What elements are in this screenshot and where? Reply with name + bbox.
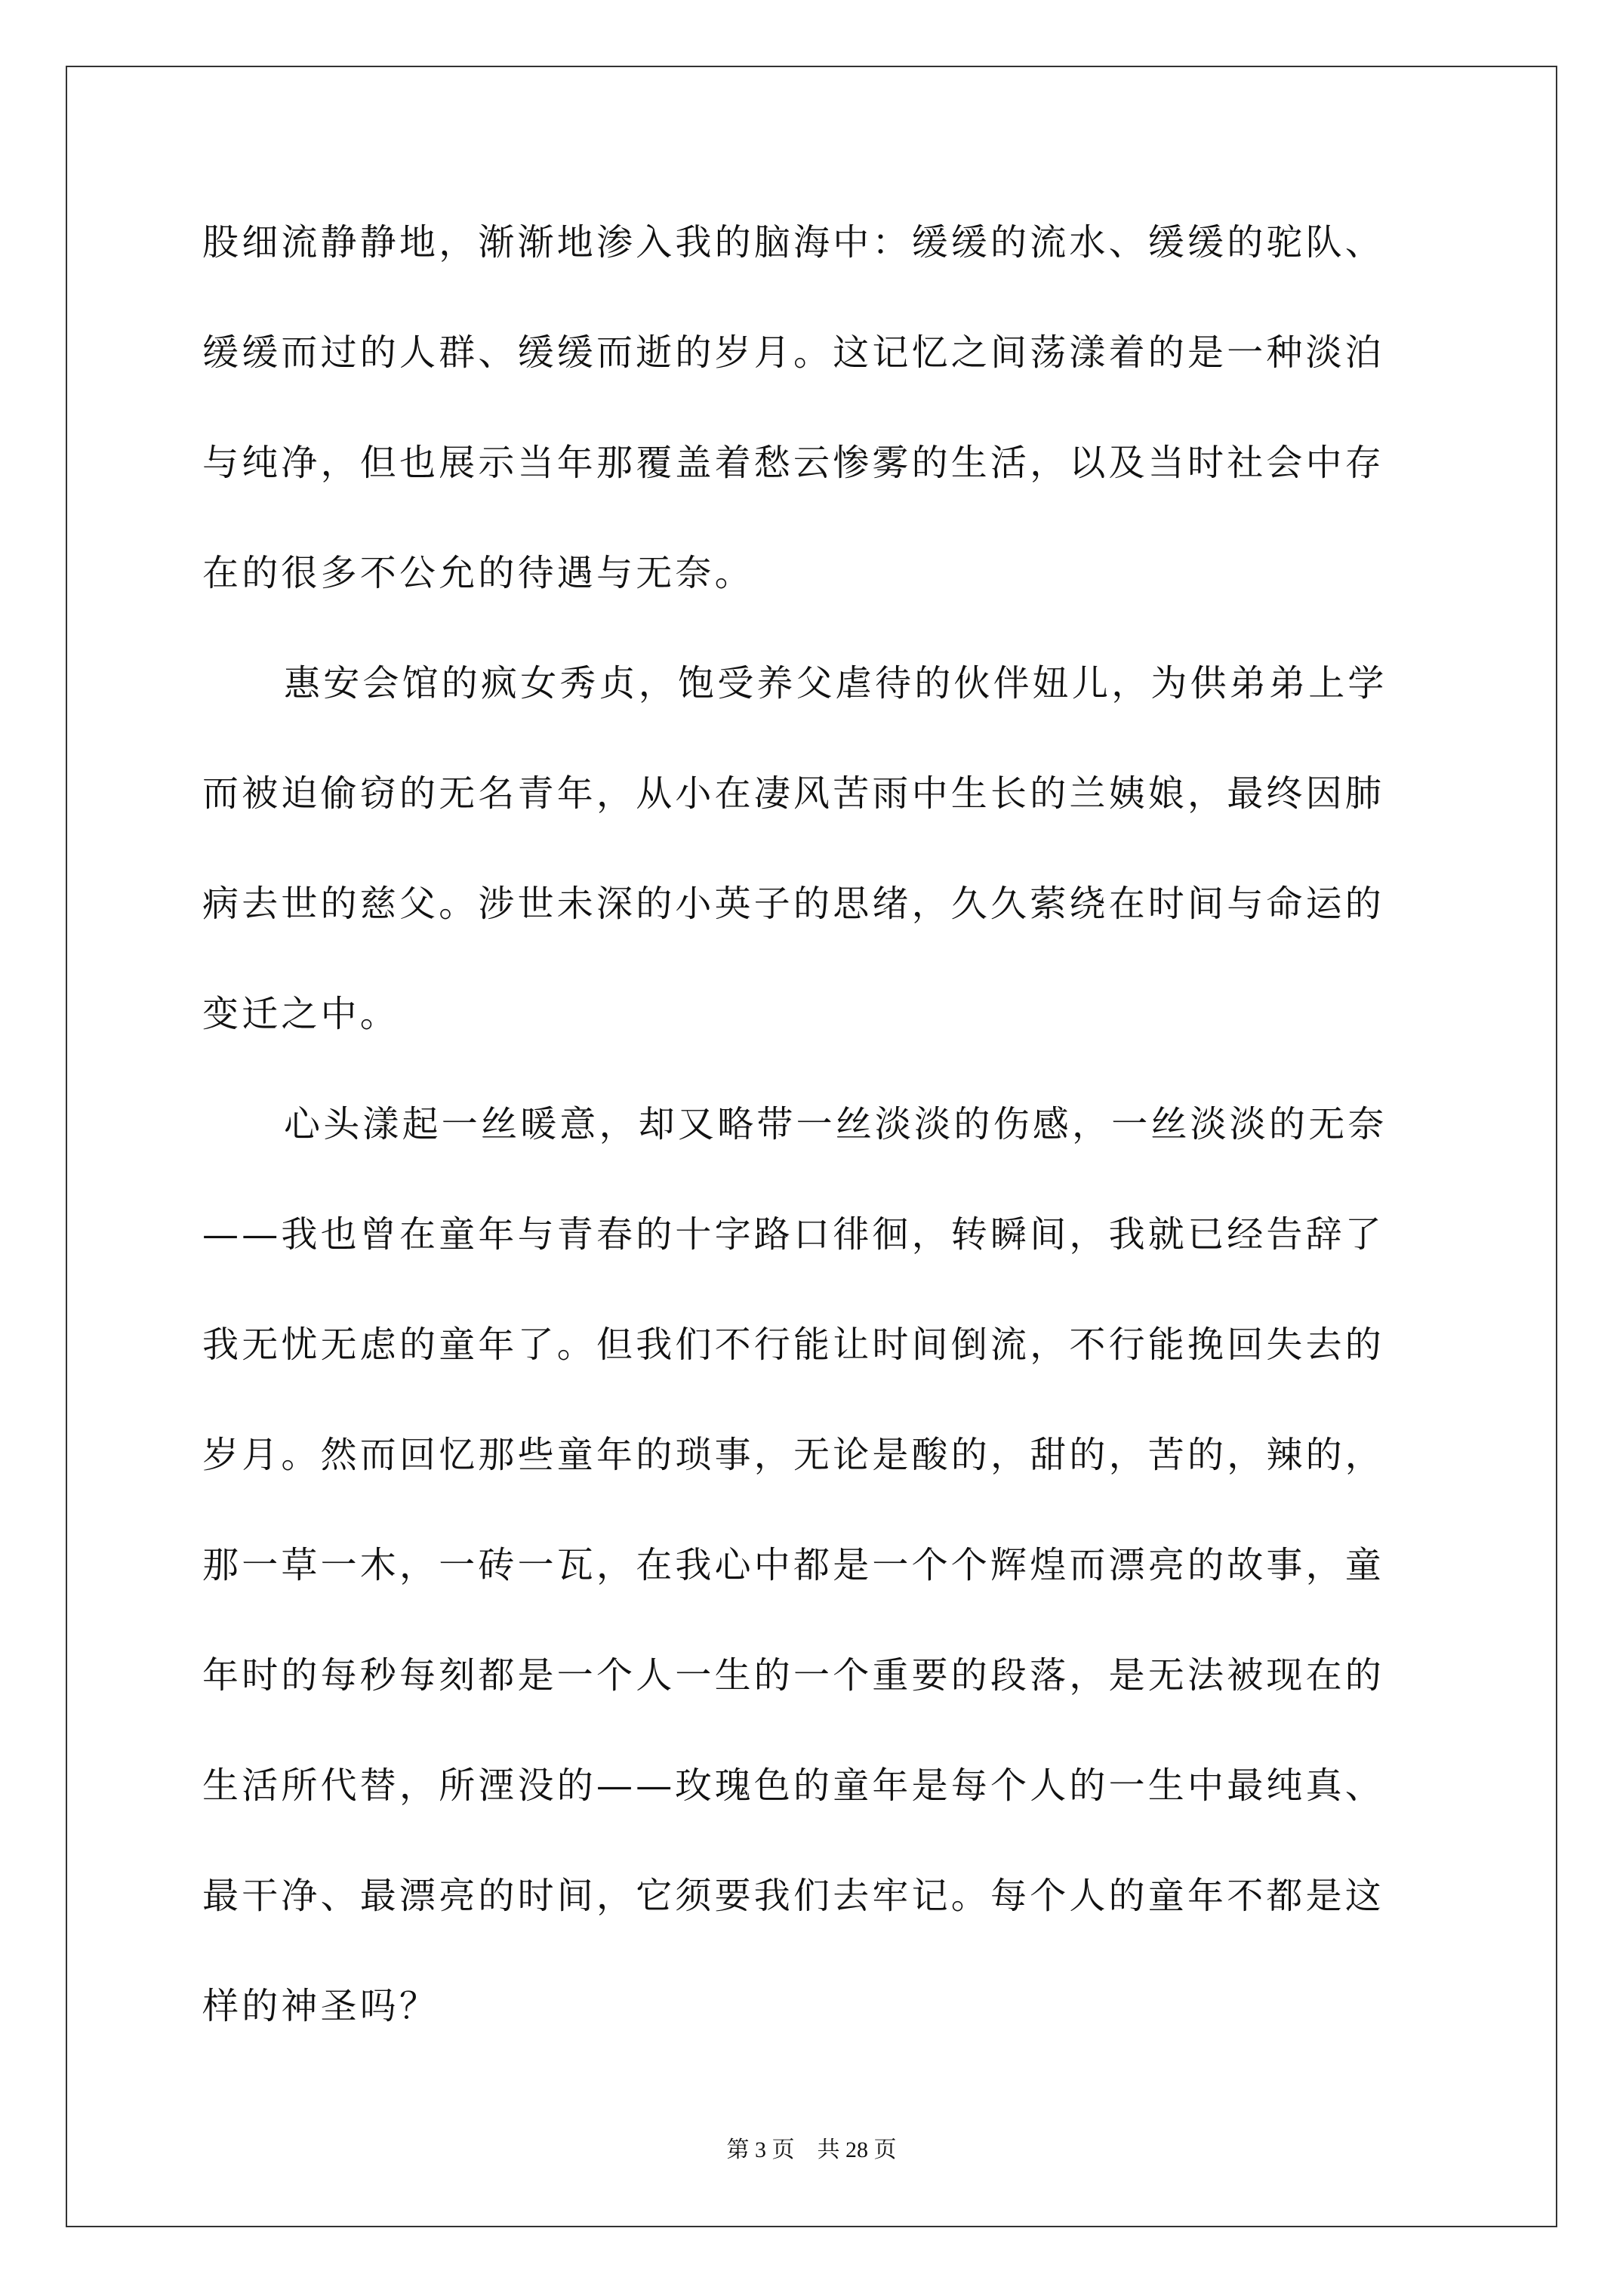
paragraph-line: 我无忧无虑的童年了。但我们不行能让时间倒流，不行能挽回失去的 [202, 1324, 1385, 1366]
paragraph-line: 在的很多不公允的待遇与无奈。 [202, 552, 754, 594]
paragraph-line: 与纯净，但也展示当年那覆盖着愁云惨雾的生活，以及当时社会中存 [202, 442, 1385, 484]
paragraph-line: ——我也曾在童年与青春的十字路口徘徊，转瞬间，我就已经告辞了 [202, 1213, 1385, 1256]
paragraph-line: 病去世的慈父。涉世未深的小英子的思绪，久久萦绕在时间与命运的 [202, 883, 1385, 925]
paragraph-line: 股细流静静地，渐渐地渗入我的脑海中：缓缓的流水、缓缓的驼队、 [202, 221, 1385, 264]
paragraph-line: 生活所代替，所湮没的——玫瑰色的童年是每个人的一生中最纯真、 [202, 1764, 1385, 1807]
paragraph-line: 岁月。然而回忆那些童年的琐事，无论是酸的，甜的，苦的，辣的， [202, 1434, 1385, 1476]
paragraph-line: 心头漾起一丝暖意，却又略带一丝淡淡的伤感，一丝淡淡的无奈 [284, 1103, 1387, 1145]
page-number-footer: 第 3 页 共 28 页 [726, 2137, 897, 2162]
paragraph-line: 年时的每秒每刻都是一个人一生的一个重要的段落，是无法被现在的 [202, 1654, 1385, 1697]
paragraph-line: 最干净、最漂亮的时间，它须要我们去牢记。每个人的童年不都是这 [202, 1875, 1385, 1917]
paragraph-line: 那一草一木，一砖一瓦，在我心中都是一个个辉煌而漂亮的故事，童 [202, 1544, 1385, 1586]
paragraph-line: 变迁之中。 [202, 993, 400, 1035]
paragraph-line: 缓缓而过的人群、缓缓而逝的岁月。这记忆之间荡漾着的是一种淡泊 [202, 331, 1385, 374]
paragraph-line: 惠安会馆的疯女秀贞，饱受养父虐待的伙伴妞儿，为供弟弟上学 [284, 662, 1387, 704]
paragraph-line: 而被迫偷窃的无名青年，从小在凄风苦雨中生长的兰姨娘，最终因肺 [202, 772, 1385, 815]
paragraph-line: 样的神圣吗？ [202, 1985, 439, 2027]
